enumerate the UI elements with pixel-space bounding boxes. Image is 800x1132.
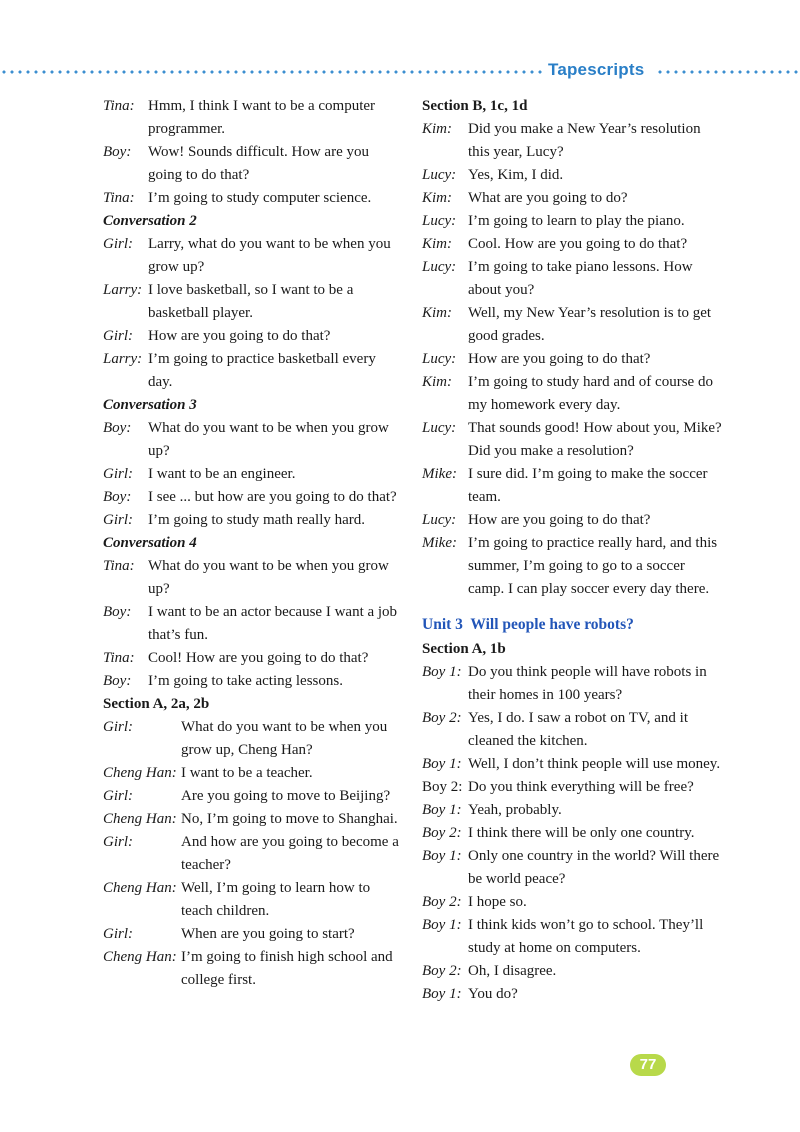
speaker-name: Boy 2: bbox=[422, 710, 462, 726]
dialogue-text: I think there will be only one country. bbox=[468, 825, 695, 841]
speaker-name: Mike: bbox=[422, 466, 457, 482]
speaker-name: Boy: bbox=[103, 604, 132, 620]
dialogue-text: Are you going to move to Beijing? bbox=[181, 788, 391, 804]
dialogue-text: Hmm, I think I want to be a computer programmer. bbox=[148, 98, 376, 137]
dialogue-line bbox=[422, 302, 722, 348]
dialogue-line bbox=[103, 785, 403, 808]
dialogue-line bbox=[103, 716, 403, 762]
dialogue-line bbox=[422, 914, 722, 960]
dialogue-line bbox=[103, 95, 403, 141]
dialogue-line bbox=[103, 417, 403, 463]
dialogue-line bbox=[422, 371, 722, 417]
dialogue-text: Oh, I disagree. bbox=[468, 963, 557, 979]
speaker-name: Girl: bbox=[103, 466, 133, 482]
dialogue-text: Larry, what do you want to be when you grow up? bbox=[148, 236, 391, 275]
dialogue-line bbox=[103, 348, 403, 394]
speaker-name: Cheng Han: bbox=[103, 811, 177, 827]
speaker-name: Boy 2: bbox=[422, 963, 462, 979]
dialogue-text: I love basketball, so I want to be a basketball player. bbox=[148, 282, 354, 321]
page-number-badge bbox=[630, 1054, 666, 1076]
speaker-name: Lucy: bbox=[422, 351, 457, 367]
speaker-name: Cheng Han: bbox=[103, 880, 177, 896]
dialogue-line bbox=[103, 808, 403, 831]
dialogue-text: I want to be an engineer. bbox=[148, 466, 296, 482]
dialogue-line bbox=[422, 661, 722, 707]
speaker-name: Boy 1: bbox=[422, 986, 462, 1002]
dialogue-text: I want to be a teacher. bbox=[181, 765, 313, 781]
dialogue-line bbox=[103, 831, 403, 877]
dialogue-text: I’m going to take acting lessons. bbox=[148, 673, 343, 689]
dialogue-line bbox=[422, 463, 722, 509]
dialogue-line bbox=[422, 822, 722, 845]
dialogue-line bbox=[422, 256, 722, 302]
dialogue-text: Only one country in the world? Will there be world peace? bbox=[468, 848, 720, 887]
speaker-name: Larry: bbox=[103, 351, 143, 367]
dialogue-line bbox=[103, 141, 403, 187]
dialogue-line bbox=[422, 845, 722, 891]
dialogue-line bbox=[422, 799, 722, 822]
dialogue-line bbox=[422, 233, 722, 256]
dialogue-text: I hope so. bbox=[468, 894, 527, 910]
speaker-name: Mike: bbox=[422, 535, 457, 551]
section-heading: Section B, 1c, 1d bbox=[422, 98, 528, 114]
dialogue-text: What are you going to do? bbox=[468, 190, 628, 206]
speaker-name: Boy: bbox=[103, 673, 132, 689]
speaker-name: Kim: bbox=[422, 190, 452, 206]
dialogue-text: What do you want to be when you grow up? bbox=[148, 420, 389, 459]
dialogue-text: Yes, I do. I saw a robot on TV, and it cleaned the kitchen. bbox=[468, 710, 688, 749]
speaker-name: Boy: bbox=[103, 144, 132, 160]
speaker-name: Girl: bbox=[103, 834, 133, 850]
page-header bbox=[0, 58, 800, 86]
dialogue-line bbox=[103, 670, 403, 693]
speaker-name: Boy 2: bbox=[422, 825, 462, 841]
dialogue-line bbox=[422, 532, 722, 601]
speaker-name: Lucy: bbox=[422, 167, 457, 183]
dialogue-text: How are you going to do that? bbox=[468, 512, 651, 528]
speaker-name: Girl: bbox=[103, 512, 133, 528]
speaker-name: Cheng Han: bbox=[103, 949, 177, 965]
dialogue-line bbox=[103, 279, 403, 325]
dialogue-text: I’m going to study math really hard. bbox=[148, 512, 366, 528]
dialogue-line bbox=[103, 233, 403, 279]
speaker-name: Girl: bbox=[103, 788, 133, 804]
unit-title: Unit 3 Will people have robots? bbox=[422, 616, 634, 633]
page-number: 77 bbox=[639, 1056, 657, 1073]
dialogue-line bbox=[103, 762, 403, 785]
dialogue-line bbox=[103, 509, 403, 532]
dialogue-line bbox=[422, 776, 722, 799]
speaker-name: Boy: bbox=[103, 420, 132, 436]
speaker-name: Tina: bbox=[103, 650, 135, 666]
speaker-name: Girl: bbox=[103, 926, 133, 942]
dialogue-line bbox=[422, 187, 722, 210]
dialogue-text: When are you going to start? bbox=[181, 926, 355, 942]
dialogue-line bbox=[103, 555, 403, 601]
speaker-name: Lucy: bbox=[422, 420, 457, 436]
dialogue-line bbox=[422, 509, 722, 532]
speaker-name: Kim: bbox=[422, 236, 452, 252]
dialogue-text: How are you going to do that? bbox=[148, 328, 331, 344]
speaker-name: Larry: bbox=[103, 282, 143, 298]
dialogue-line bbox=[103, 877, 403, 923]
speaker-name: Boy 1: bbox=[422, 848, 462, 864]
speaker-name: Kim: bbox=[422, 374, 452, 390]
dialogue-text: Did you make a New Year’s resolution this year, Lucy? bbox=[468, 121, 701, 160]
dialogue-line bbox=[103, 463, 403, 486]
header-dotted-rule-right bbox=[656, 70, 800, 74]
dialogue-line bbox=[422, 891, 722, 914]
dialogue-line bbox=[103, 601, 403, 647]
dialogue-text: And how are you going to become a teacher? bbox=[181, 834, 399, 873]
conversation-heading: Conversation 3 bbox=[103, 397, 197, 413]
speaker-name: Boy 1: bbox=[422, 917, 462, 933]
dialogue-text: Well, I’m going to learn how to teach children. bbox=[181, 880, 371, 919]
header-title: Tapescripts bbox=[548, 60, 645, 79]
speaker-name: Boy: bbox=[103, 489, 132, 505]
speaker-name: Boy 2: bbox=[422, 779, 463, 795]
dialogue-text: Well, my New Year’s resolution is to get good grades. bbox=[468, 305, 712, 344]
dialogue-text: I’m going to finish high school and college first. bbox=[181, 949, 393, 988]
speaker-name: Boy 2: bbox=[422, 894, 462, 910]
speaker-name: Kim: bbox=[422, 121, 452, 137]
speaker-name: Boy 1: bbox=[422, 802, 462, 818]
dialogue-text: You do? bbox=[468, 986, 518, 1002]
dialogue-text: That sounds good! How about you, Mike? Did you make a resolution? bbox=[468, 420, 722, 459]
dialogue-text: I’m going to practice basketball every day. bbox=[148, 351, 376, 390]
dialogue-text: I’m going to learn to play the piano. bbox=[468, 213, 685, 229]
dialogue-text: I see ... but how are you going to do that? bbox=[148, 489, 397, 505]
dialogue-line bbox=[422, 753, 722, 776]
conversation-heading: Conversation 4 bbox=[103, 535, 197, 551]
dialogue-text: How are you going to do that? bbox=[468, 351, 651, 367]
dialogue-line bbox=[103, 946, 403, 992]
dialogue-line bbox=[103, 923, 403, 946]
conversation-heading: Conversation 2 bbox=[103, 213, 197, 229]
dialogue-text: Wow! Sounds difficult. How are you going to do that? bbox=[148, 144, 369, 183]
dialogue-line bbox=[422, 707, 722, 753]
dialogue-line bbox=[422, 983, 722, 1006]
dialogue-text: I’m going to take piano lessons. How about you? bbox=[468, 259, 693, 298]
dialogue-text: I’m going to practice really hard, and this summer, I’m going to go to a soccer camp. I can play soccer every day there. bbox=[468, 535, 718, 597]
left-column bbox=[103, 95, 403, 992]
dialogue-text: I sure did. I’m going to make the soccer team. bbox=[468, 466, 708, 505]
dialogue-text: Do you think people will have robots in their homes in 100 years? bbox=[468, 664, 707, 703]
section-heading: Section A, 1b bbox=[422, 641, 506, 657]
speaker-name: Boy 1: bbox=[422, 664, 462, 680]
speaker-name: Lucy: bbox=[422, 213, 457, 229]
dialogue-line bbox=[103, 486, 403, 509]
speaker-name: Girl: bbox=[103, 236, 133, 252]
header-dotted-rule-left bbox=[0, 70, 544, 74]
dialogue-line bbox=[422, 417, 722, 463]
dialogue-text: Cool! How are you going to do that? bbox=[148, 650, 369, 666]
speaker-name: Tina: bbox=[103, 190, 135, 206]
speaker-name: Girl: bbox=[103, 328, 133, 344]
speaker-name: Girl: bbox=[103, 719, 133, 735]
dialogue-text: Do you think everything will be free? bbox=[468, 779, 694, 795]
speaker-name: Lucy: bbox=[422, 512, 457, 528]
dialogue-line bbox=[103, 187, 403, 210]
dialogue-text: I want to be an actor because I want a job that’s fun. bbox=[148, 604, 398, 643]
dialogue-text: What do you want to be when you grow up? bbox=[148, 558, 389, 597]
dialogue-text: Cool. How are you going to do that? bbox=[468, 236, 688, 252]
speaker-name: Tina: bbox=[103, 98, 135, 114]
speaker-name: Lucy: bbox=[422, 259, 457, 275]
speaker-name: Cheng Han: bbox=[103, 765, 177, 781]
dialogue-text: I think kids won’t go to school. They’ll study at home on computers. bbox=[468, 917, 704, 956]
speaker-name: Kim: bbox=[422, 305, 452, 321]
dialogue-line bbox=[422, 348, 722, 371]
dialogue-line bbox=[422, 210, 722, 233]
right-column bbox=[422, 95, 722, 1006]
dialogue-text: No, I’m going to move to Shanghai. bbox=[181, 811, 398, 827]
dialogue-line bbox=[422, 164, 722, 187]
speaker-name: Tina: bbox=[103, 558, 135, 574]
dialogue-text: Yes, Kim, I did. bbox=[468, 167, 564, 183]
dialogue-line bbox=[422, 960, 722, 983]
dialogue-text: I’m going to study hard and of course do my homework every day. bbox=[468, 374, 713, 413]
dialogue-line bbox=[103, 647, 403, 670]
speaker-name: Boy 1: bbox=[422, 756, 462, 772]
dialogue-text: I’m going to study computer science. bbox=[148, 190, 372, 206]
dialogue-text: Well, I don’t think people will use money. bbox=[468, 756, 721, 772]
dialogue-line bbox=[103, 325, 403, 348]
dialogue-text: What do you want to be when you grow up, Cheng Han? bbox=[181, 719, 388, 758]
section-heading: Section A, 2a, 2b bbox=[103, 696, 210, 712]
dialogue-text: Yeah, probably. bbox=[468, 802, 562, 818]
dialogue-line bbox=[422, 118, 722, 164]
